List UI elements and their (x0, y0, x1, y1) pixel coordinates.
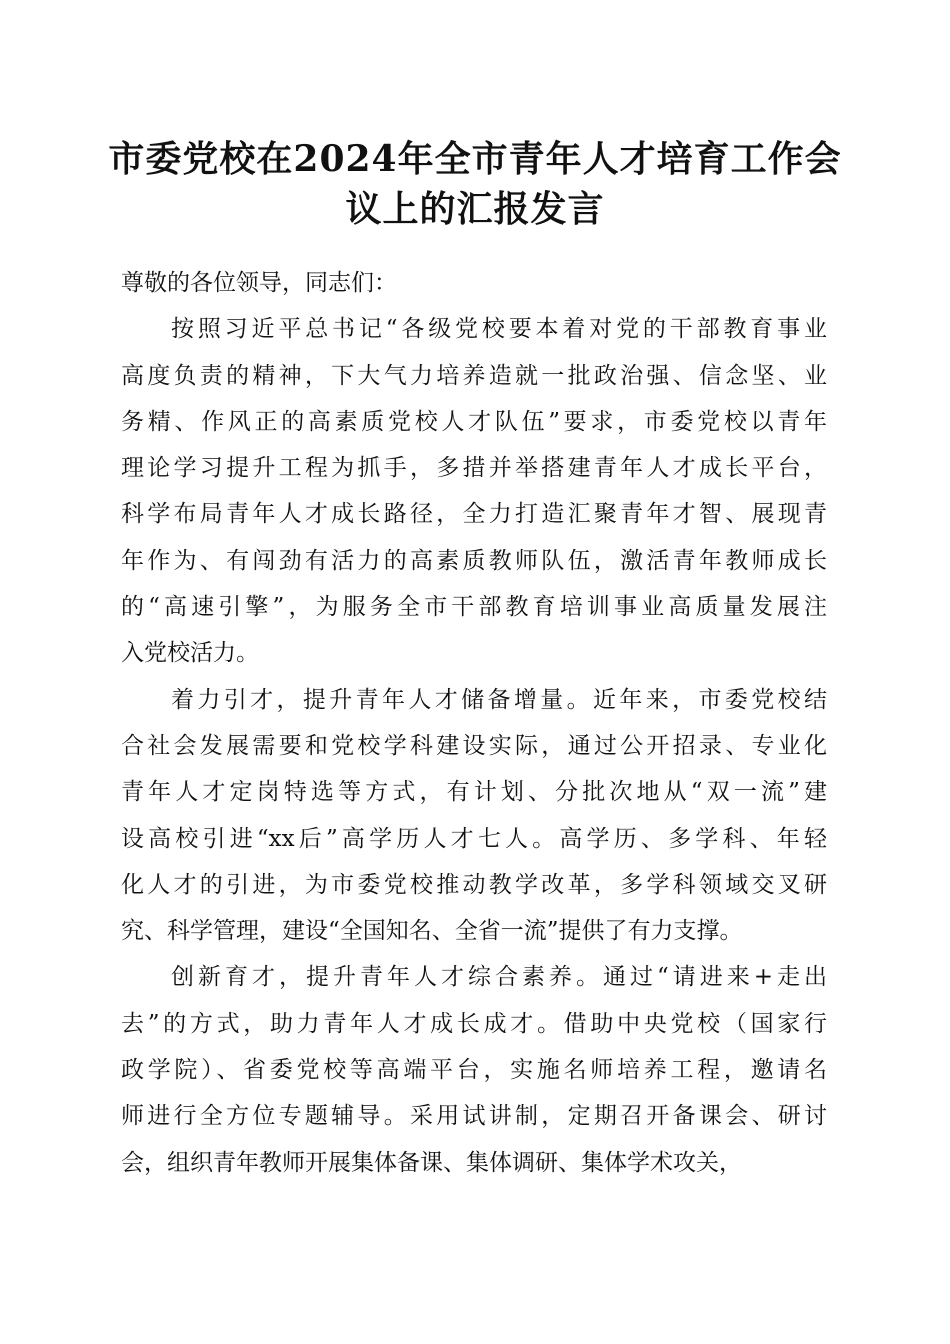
text-line: 务精、作风正的高素质党校人才队伍”要求，市委党校以青年 (121, 408, 827, 435)
text-line: 入党校活力。 (121, 640, 259, 667)
text-line: 的“高速引擎”，为服务全市干部教育培训事业高质量发展注 (121, 594, 827, 621)
text-line: 着力引才，提升青年人才储备增量。近年来，市委党校结 (171, 686, 827, 713)
paragraph-1 (121, 306, 827, 676)
text-line: 理论学习提升工程为抓手，多措并举搭建青年人才成长平台， (121, 455, 827, 482)
text-line: 会，组织青年教师开展集体备课、集体调研、集体学术攻关， (121, 1149, 742, 1176)
text-line: 究、科学管理，建设“全国知名、全省一流”提供了有力支撑。 (121, 918, 743, 945)
text-line: 政学院）、省委党校等高端平台，实施名师培养工程，邀请名 (121, 1057, 827, 1084)
document-title (100, 134, 850, 234)
text-line: 设高校引进“xx后”高学历人才七人。高学历、多学科、年轻 (121, 825, 827, 852)
text-line: 年作为、有闯劲有活力的高素质教师队伍，激活青年教师成长 (121, 547, 827, 574)
text-line: 青年人才定岗特选等方式，有计划、分批次地从“双一流”建 (121, 779, 827, 806)
paragraph-3 (121, 954, 827, 1185)
title-line: 议上的汇报发言 (345, 188, 605, 230)
text-line: 按照习近平总书记“各级党校要本着对党的干部教育事业 (171, 316, 827, 343)
text-line: 化人才的引进，为市委党校推动教学改革，多学科领域交叉研 (121, 871, 827, 898)
text-line: 科学布局青年人才成长路径，全力打造汇聚青年才智、展现青 (121, 501, 827, 528)
text-line: 去”的方式，助力青年人才成长成才。借助中央党校（国家行 (121, 1010, 827, 1037)
paragraph-2 (121, 677, 827, 955)
text-line: 高度负责的精神，下大气力培养造就一批政治强、信念坚、业 (121, 362, 827, 389)
text-line: 创新育才，提升青年人才综合素养。通过“请进来+走出 (171, 964, 827, 991)
document-body (121, 260, 827, 1186)
salutation: 尊敬的各位领导，同志们： (121, 270, 397, 296)
text-line: 合社会发展需要和党校学科建设实际，通过公开招录、专业化 (121, 732, 827, 759)
title-line: 市委党校在2024年全市青年人才培育工作会 (108, 138, 842, 180)
text-line: 师进行全方位专题辅导。采用试讲制，定期召开备课会、研讨 (121, 1103, 827, 1130)
